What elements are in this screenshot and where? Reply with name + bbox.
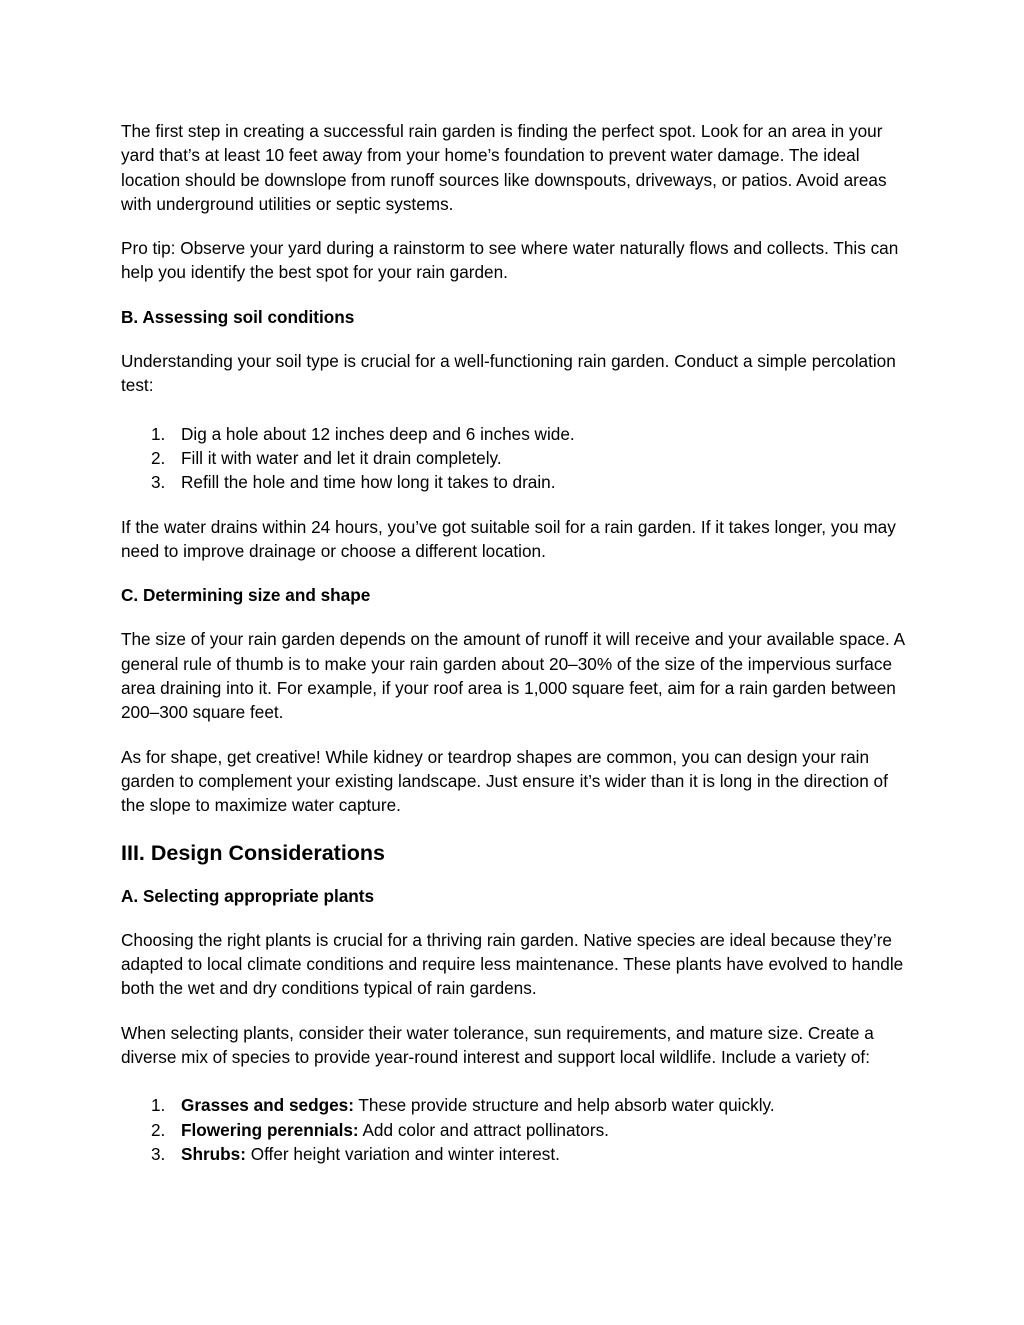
- section-heading-plants: A. Selecting appropriate plants: [121, 885, 375, 906]
- plants-paragraph-native: Choosing the right plants is crucial for a thriving rain garden. Native species are ideal because they’re adapted to local climate conditions and require less maintenance. These plants have evolved to handle both the wet and dry conditions typical of rain gardens.: [121, 929, 904, 999]
- list-item: [121, 1142, 911, 1166]
- list-item-number: 1.: [151, 1095, 166, 1116]
- list-item: [121, 446, 911, 470]
- list-item: [121, 422, 911, 446]
- list-item-number: 3.: [151, 472, 166, 493]
- list-item: [121, 1093, 911, 1117]
- list-item-term: Flowering perennials:: [181, 1119, 359, 1140]
- shape-paragraph: As for shape, get creative! While kidney or teardrop shapes are common, you can design your rain garden to complement your existing landscape. Just ensure it’s wider than it is long in the direction of the slope to maximize water capture.: [121, 746, 888, 816]
- list-item-text: Refill the hole and time how long it takes to drain.: [181, 472, 556, 493]
- list-item-text: These provide structure and help absorb water quickly.: [353, 1095, 775, 1116]
- plant-types-list: [121, 1093, 911, 1166]
- list-item-term: Grasses and sedges:: [181, 1095, 354, 1116]
- list-item-number: 2.: [151, 447, 166, 468]
- section-heading-size: C. Determining size and shape: [121, 585, 371, 606]
- document-page: [121, 119, 911, 1186]
- soil-paragraph-result: If the water drains within 24 hours, you’ve got suitable soil for a rain garden. If it takes longer, you may need to improve drainage or choose a different location.: [121, 516, 896, 561]
- section-heading-soil: B. Assessing soil conditions: [121, 306, 355, 327]
- pro-tip-paragraph: Pro tip: Observe your yard during a rainstorm to see where water naturally flows and collects. This can help you identify the best spot for your rain garden.: [121, 238, 899, 283]
- list-item-text: Add color and attract pollinators.: [358, 1119, 609, 1140]
- list-item-number: 2.: [151, 1119, 166, 1140]
- intro-paragraph-location: The first step in creating a successful rain garden is finding the perfect spot. Look for an area in your yard that’s at least 10 feet away from your home’s foundation to prevent water damage. The ideal location should be downslope from runoff sources like downspouts, driveways, or patios. Avoid areas with underground utilities or septic systems.: [121, 121, 887, 214]
- list-item-text: Offer height variation and winter interest.: [245, 1143, 560, 1164]
- list-item: [121, 1118, 911, 1142]
- list-item-term: Shrubs:: [181, 1143, 246, 1164]
- list-item-text: Dig a hole about 12 inches deep and 6 inches wide.: [181, 423, 575, 444]
- list-item-text: Fill it with water and let it drain completely.: [181, 447, 502, 468]
- plants-paragraph-selection: When selecting plants, consider their water tolerance, sun requirements, and mature size. Create a diverse mix of species to provide year-round interest and support local wildlife. Include a variety of:: [121, 1022, 874, 1068]
- chapter-heading-design: III. Design Considerations: [121, 840, 386, 865]
- list-item: [121, 470, 911, 494]
- soil-paragraph-intro: Understanding your soil type is crucial for a well-functioning rain garden. Conduct a simple percolation test:: [121, 351, 896, 396]
- percolation-steps-list: [121, 422, 911, 495]
- list-item-number: 1.: [151, 423, 166, 444]
- size-paragraph: The size of your rain garden depends on the amount of runoff it will receive and your available space. A general rule of thumb is to make your rain garden about 20–30% of the size of the impervious surface area draining into it. For example, if your roof area is 1,000 square feet, aim for a rain garden between 200–300 square feet.: [121, 629, 905, 723]
- list-item-number: 3.: [151, 1143, 166, 1164]
